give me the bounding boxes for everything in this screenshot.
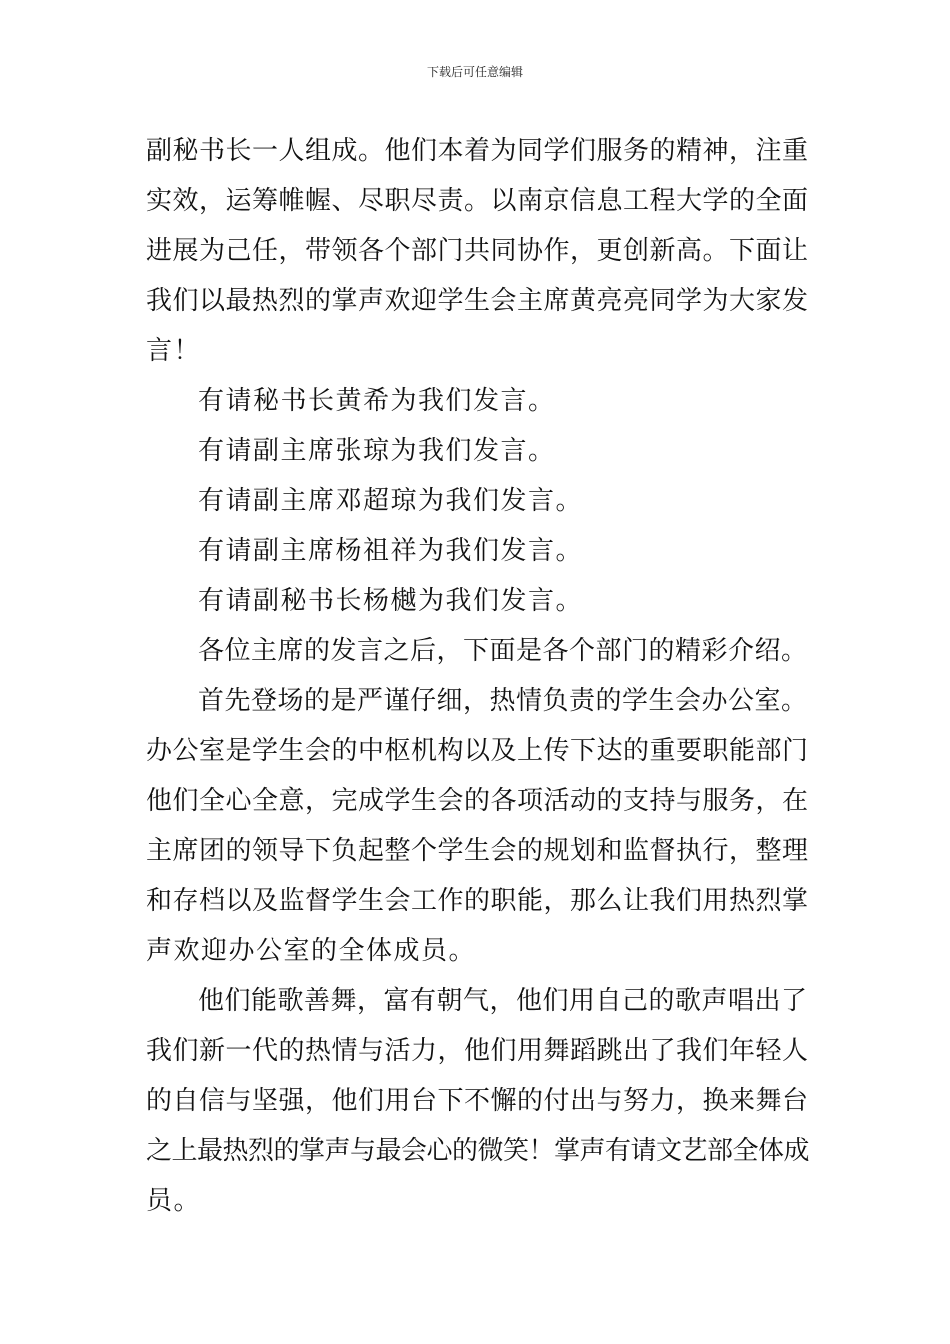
text-line: 主席团的领导下负起整个学生会的规划和监督执行，整理: [146, 836, 809, 866]
text-line: 有请副主席杨祖祥为我们发言。: [198, 536, 584, 566]
text-line: 有请副主席邓超琼为我们发言。: [198, 486, 584, 516]
text-line: 之上最热烈的掌声与最会心的微笑！掌声有请文艺部全体成: [146, 1136, 810, 1166]
text-line: 实效，运筹帷幄、尽职尽责。以南京信息工程大学的全面: [146, 186, 809, 216]
text-line: 有请秘书长黄希为我们发言。: [198, 386, 556, 416]
text-line: 有请副秘书长杨樾为我们发言。: [198, 586, 584, 616]
text-line: 我们以最热烈的掌声欢迎学生会主席黄亮亮同学为大家发: [146, 286, 809, 316]
text-line: 的自信与坚强，他们用台下不懈的付出与努力，换来舞台: [146, 1086, 809, 1116]
text-line: 言！: [146, 336, 202, 366]
text-line: 各位主席的发言之后，下面是各个部门的精彩介绍。: [198, 636, 808, 666]
page-header-note: 下载后可任意编辑: [426, 65, 523, 79]
text-line: 和存档以及监督学生会工作的职能，那么让我们用热烈掌: [146, 886, 809, 916]
text-line: 副秘书长一人组成。他们本着为同学们服务的精神，注重: [146, 136, 809, 166]
text-line: 他们能歌善舞，富有朝气，他们用自己的歌声唱出了: [198, 986, 808, 1016]
text-line: 员。: [146, 1186, 202, 1216]
text-line: 进展为己任，带领各个部门共同协作，更创新高。下面让: [146, 236, 809, 266]
text-line: 声欢迎办公室的全体成员。: [146, 936, 477, 966]
text-line: 首先登场的是严谨仔细，热情负责的学生会办公室。: [198, 686, 808, 716]
text-line: 他们全心全意，完成学生会的各项活动的支持与服务，在: [146, 786, 809, 816]
text-line: 办公室是学生会的中枢机构以及上传下达的重要职能部门: [146, 736, 809, 766]
text-line: 我们新一代的热情与活力，他们用舞蹈跳出了我们年轻人: [146, 1036, 809, 1066]
text-line: 有请副主席张琼为我们发言。: [198, 436, 556, 466]
document-body: [146, 126, 810, 1226]
